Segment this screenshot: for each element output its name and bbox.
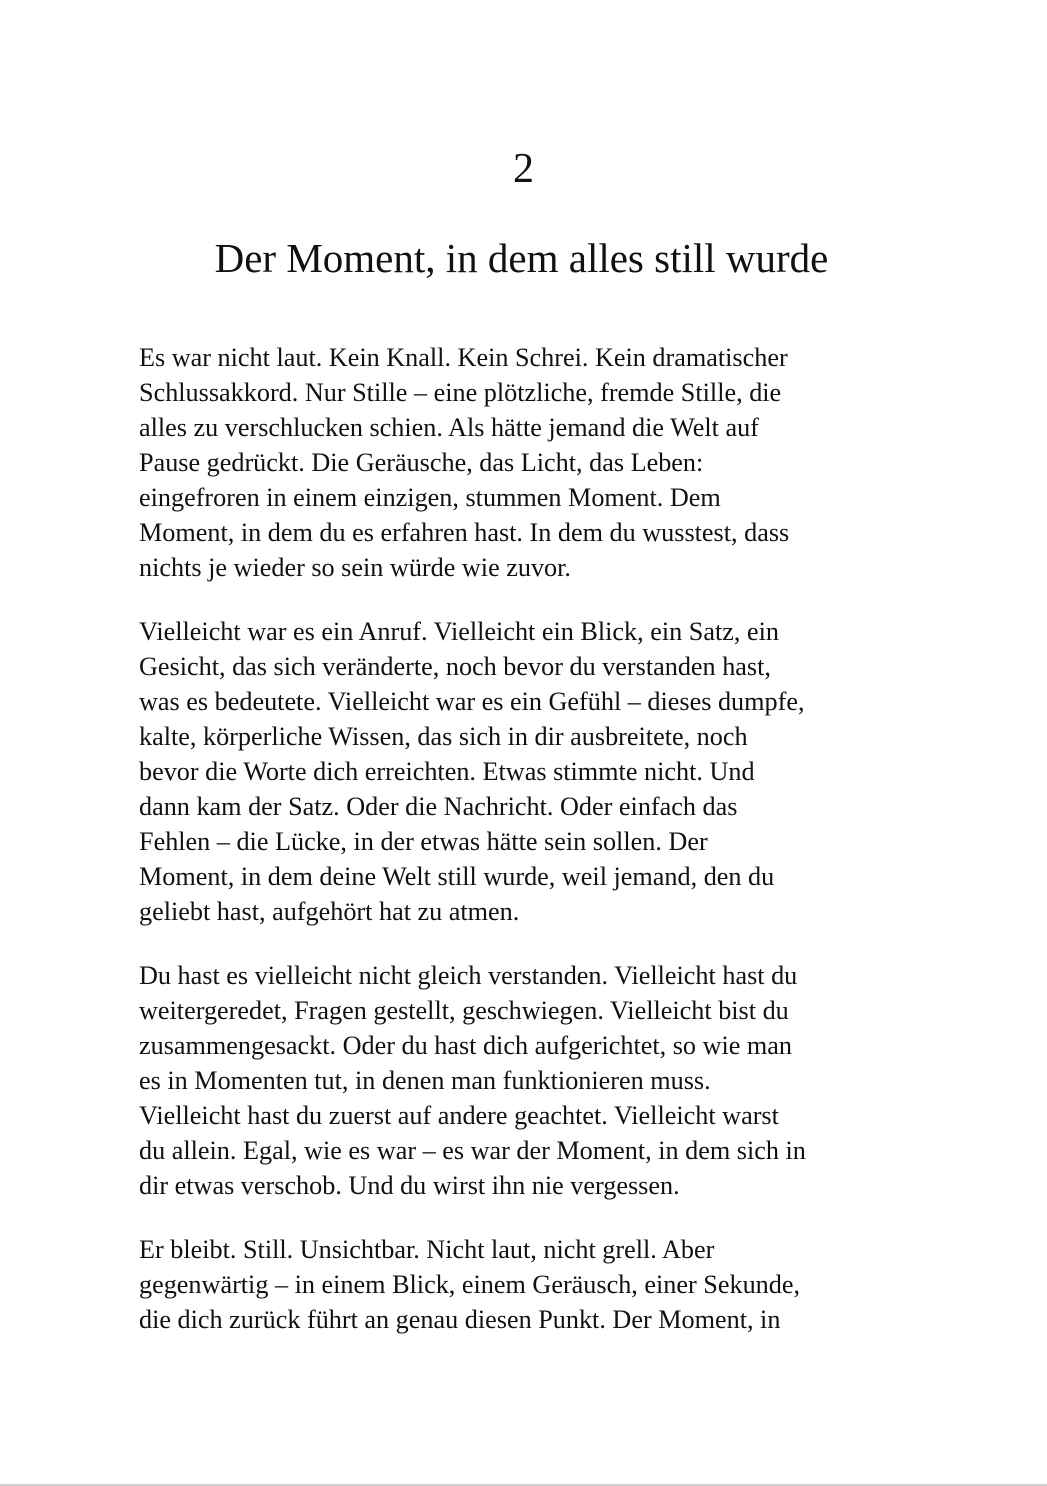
text-line: kalte, körperliche Wissen, das sich in dir ausbreitete, noch: [139, 722, 748, 751]
text-line: gegenwärtig – in einem Blick, einem Geräusch, einer Sekunde,: [139, 1270, 801, 1299]
text-line: Moment, in dem deine Welt still wurde, weil jemand, den du: [139, 862, 775, 891]
text-line: es in Momenten tut, in denen man funktionieren muss.: [139, 1066, 711, 1095]
text-line: Schlussakkord. Nur Stille – eine plötzliche, fremde Stille, die: [139, 378, 782, 407]
paragraph-1: [139, 340, 919, 585]
text-line: geliebt hast, aufgehört hat zu atmen.: [139, 897, 520, 926]
text-line: zusammengesackt. Oder du hast dich aufgerichtet, so wie man: [139, 1031, 793, 1060]
text-line: Du hast es vielleicht nicht gleich verstanden. Vielleicht hast du: [139, 961, 798, 990]
text-line: du allein. Egal, wie es war – es war der Moment, in dem sich in: [139, 1136, 806, 1165]
chapter-title: Der Moment, in dem alles still wurde: [214, 235, 829, 281]
text-line: Er bleibt. Still. Unsichtbar. Nicht laut, nicht grell. Aber: [139, 1235, 715, 1264]
text-line: weitergeredet, Fragen gestellt, geschwiegen. Vielleicht bist du: [139, 996, 789, 1025]
text-line: Fehlen – die Lücke, in der etwas hätte sein sollen. Der: [139, 827, 708, 856]
text-line: Es war nicht laut. Kein Knall. Kein Schrei. Kein dramatischer: [139, 343, 788, 372]
text-line: Pause gedrückt. Die Geräusche, das Licht, das Leben:: [139, 448, 704, 477]
text-line: Vielleicht hast du zuerst auf andere geachtet. Vielleicht warst: [139, 1101, 779, 1130]
paragraph-3: [139, 958, 919, 1203]
text-line: alles zu verschlucken schien. Als hätte jemand die Welt auf: [139, 413, 759, 442]
text-line: bevor die Worte dich erreichten. Etwas stimmte nicht. Und: [139, 757, 755, 786]
text-line: was es bedeutete. Vielleicht war es ein Gefühl – dieses dumpfe,: [139, 687, 805, 716]
chapter-body: [139, 340, 919, 1366]
chapter-number: 2: [513, 146, 534, 192]
text-line: dann kam der Satz. Oder die Nachricht. Oder einfach das: [139, 792, 738, 821]
text-line: Moment, in dem du es erfahren hast. In dem du wusstest, dass: [139, 518, 790, 547]
paragraph-4: [139, 1232, 919, 1337]
text-line: Vielleicht war es ein Anruf. Vielleicht ein Blick, ein Satz, ein: [139, 617, 779, 646]
text-line: dir etwas verschob. Und du wirst ihn nie vergessen.: [139, 1171, 680, 1200]
text-line: Gesicht, das sich veränderte, noch bevor du verstanden hast,: [139, 652, 771, 681]
text-line: die dich zurück führt an genau diesen Punkt. Der Moment, in: [139, 1305, 781, 1334]
paragraph-2: [139, 614, 919, 929]
text-line: eingefroren in einem einzigen, stummen Moment. Dem: [139, 483, 721, 512]
text-line: nichts je wieder so sein würde wie zuvor.: [139, 553, 571, 582]
